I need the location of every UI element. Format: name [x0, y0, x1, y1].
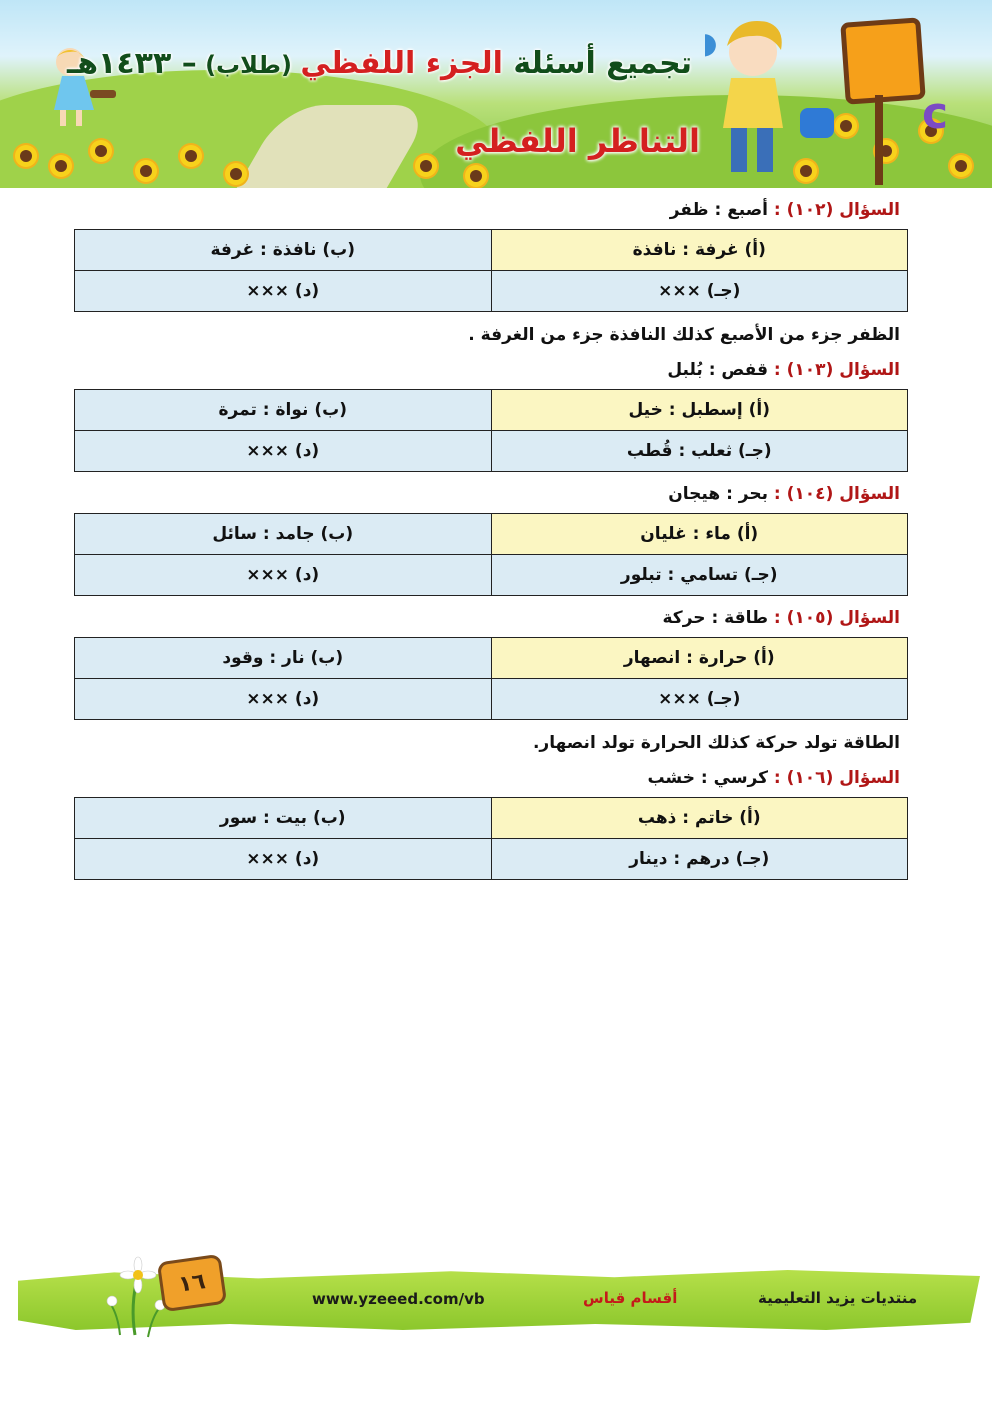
title-audience: (طلاب)	[196, 51, 301, 79]
page-number: ١٦	[157, 1254, 227, 1312]
question-label: السؤال (١٠٤) :	[773, 484, 900, 504]
question-block	[74, 764, 908, 880]
question-label: السؤال (١٠٢) :	[773, 200, 900, 220]
option-b[interactable]: (ب) جامد : سائل	[75, 514, 492, 555]
option-c[interactable]: (جـ) تسامي : تبلور	[491, 555, 908, 596]
flower-icon	[470, 170, 482, 182]
flower-icon	[420, 160, 432, 172]
option-c[interactable]: (جـ) درهم : دينار	[491, 839, 908, 880]
questions-section	[74, 196, 908, 888]
question-block	[74, 356, 908, 472]
option-a[interactable]: (أ) غرفة : نافذة	[491, 230, 908, 271]
question-block	[74, 196, 908, 350]
options-table	[74, 389, 908, 472]
answer-explanation: الطاقة تولد حركة كذلك الحرارة تولد انصهار.	[532, 733, 900, 753]
flower-icon	[140, 165, 152, 177]
option-d[interactable]: (د) ×××	[75, 839, 492, 880]
question-text: قفص : بُلبل	[667, 360, 774, 380]
option-a[interactable]: (أ) حرارة : انصهار	[491, 638, 908, 679]
answer-explanation: الظفر جزء من الأصبع كذلك النافذة جزء من الغرفة .	[468, 325, 900, 345]
question-block	[74, 480, 908, 596]
option-b[interactable]: (ب) نافذة : غرفة	[75, 230, 492, 271]
footer-section-link[interactable]: أقسام قياس	[583, 1289, 678, 1307]
option-a[interactable]: (أ) خاتم : ذهب	[491, 798, 908, 839]
question-block	[74, 604, 908, 758]
title-part1: تجميع أسئلة	[502, 46, 692, 81]
question-text: أصبع : ظفر	[669, 200, 774, 220]
question-stem	[74, 604, 908, 632]
footer-forum-name: منتديات يزيد التعليمية	[758, 1289, 918, 1307]
flower-icon	[95, 145, 107, 157]
option-d[interactable]: (د) ×××	[75, 431, 492, 472]
flower-icon	[185, 150, 197, 162]
question-stem	[74, 196, 908, 224]
flower-icon	[230, 168, 242, 180]
boy-illustration-icon	[705, 10, 815, 180]
option-d[interactable]: (د) ×××	[75, 555, 492, 596]
question-text: كرسي : خشب	[647, 768, 774, 788]
option-b[interactable]: (ب) بيت : سور	[75, 798, 492, 839]
option-a[interactable]: (أ) ماء : غليان	[491, 514, 908, 555]
flower-icon	[20, 150, 32, 162]
options-table	[74, 229, 908, 312]
question-stem	[74, 356, 908, 384]
flower-icon	[55, 160, 67, 172]
flower-icon	[955, 160, 967, 172]
question-label: السؤال (١٠٦) :	[773, 768, 900, 788]
question-stem	[74, 480, 908, 508]
page-subtitle: التناظر اللفظي	[455, 122, 700, 160]
question-text: طاقة : حركة	[662, 608, 774, 628]
options-table	[74, 513, 908, 596]
sign-board-icon	[840, 17, 926, 104]
flower-icon	[840, 120, 852, 132]
question-label: السؤال (١٠٥) :	[773, 608, 900, 628]
option-b[interactable]: (ب) نار : وقود	[75, 638, 492, 679]
option-c[interactable]: (جـ) ×××	[491, 679, 908, 720]
footer-website-link[interactable]: www.yzeeed.com/vb	[312, 1290, 485, 1308]
option-d[interactable]: (د) ×××	[75, 271, 492, 312]
option-b[interactable]: (ب) نواة : تمرة	[75, 390, 492, 431]
option-c[interactable]: (جـ) ثعلب : قُطب	[491, 431, 908, 472]
title-year: – ١٤٣٣هـ	[66, 46, 197, 81]
sign-pole	[875, 95, 883, 185]
options-table	[74, 797, 908, 880]
options-table	[74, 637, 908, 720]
title-highlight: الجزء اللفظي	[300, 46, 503, 81]
page-title	[67, 46, 692, 81]
option-d[interactable]: (د) ×××	[75, 679, 492, 720]
header-banner	[0, 0, 992, 188]
letter-block-icon	[800, 108, 834, 138]
letter-c-icon: c	[922, 88, 949, 139]
question-label: السؤال (١٠٣) :	[773, 360, 900, 380]
option-a[interactable]: (أ) إسطبل : خيل	[491, 390, 908, 431]
question-stem	[74, 764, 908, 792]
option-c[interactable]: (جـ) ×××	[491, 271, 908, 312]
question-text: بحر : هيجان	[668, 484, 774, 504]
